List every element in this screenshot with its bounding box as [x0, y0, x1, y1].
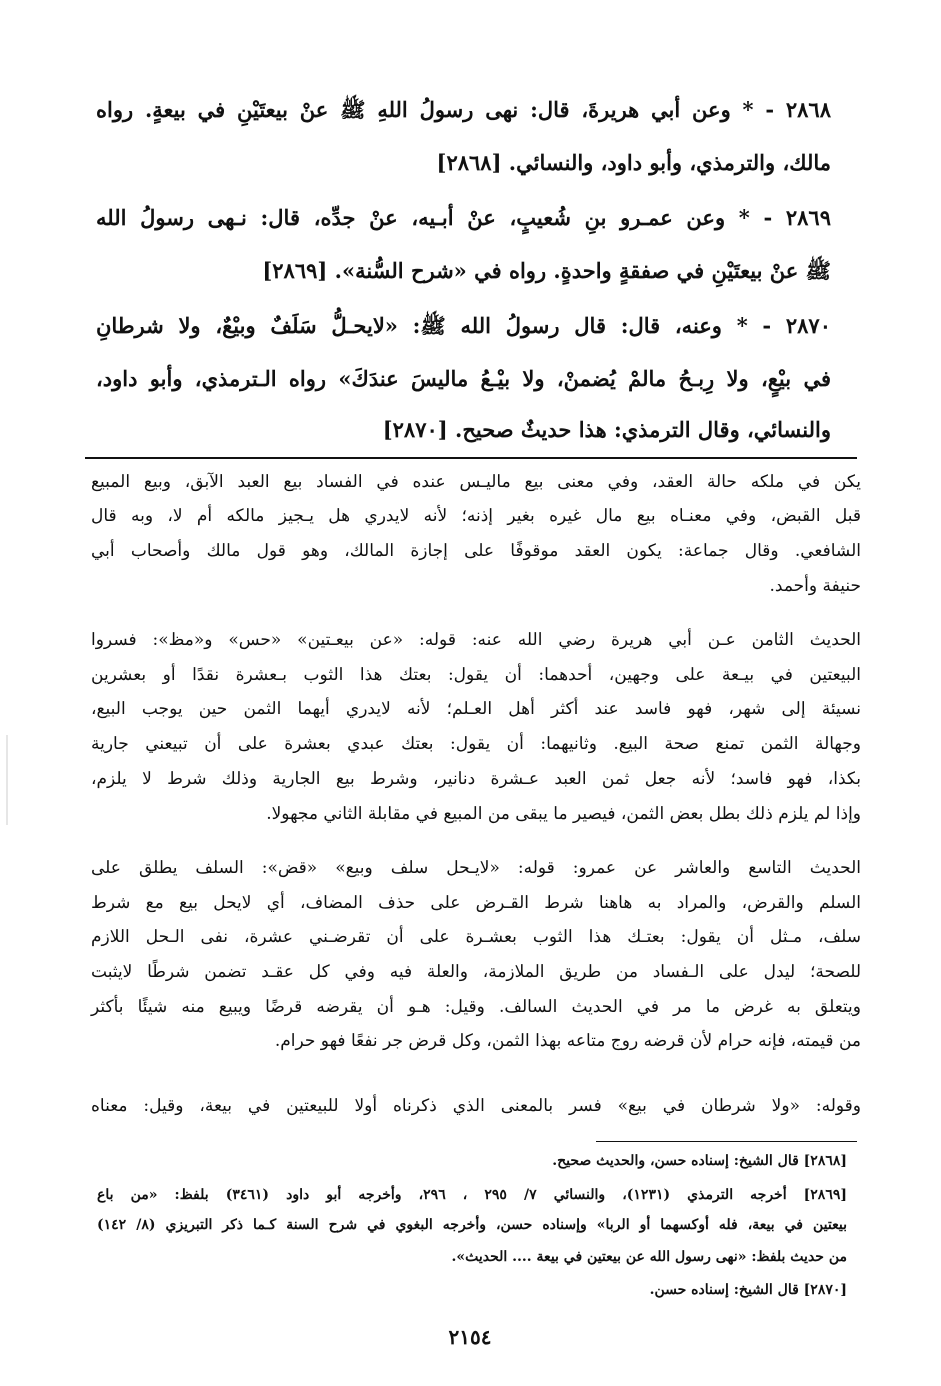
- commentary-line: الشافعي. وقال جماعة: يكون العقد موقوفًا على إجازة المالك، وهو قول مالك وأصحاب أبي: [91, 541, 861, 561]
- footnote-2869-line-1: [٢٨٦٩] أخرجه الترمذي (١٢٣١)، والنسائي ٧/ ٢٩٥ ، ٢٩٦، وأخرجه أبو داود (٣٤٦١) بلفظ: «من باع: [97, 1187, 847, 1203]
- commentary-line: الحديث التاسع والعاشر عن عمرو: قوله: «لايـحل سلف وبيع» «قض»: السلف يطلق على: [91, 858, 861, 878]
- footnote-2868: [٢٨٦٨] قال الشيخ: إسناده حسن، والحديث صحيح.: [552, 1153, 847, 1169]
- commentary-line: حنيفة وأحمد.: [769, 576, 861, 596]
- commentary-line: الحديث الثامن عـن أبي هريرة رضي الله عنه: قوله: «عن بيعـتين» «حس» و«مظ»: فسروا: [91, 630, 861, 650]
- commentary-line: ويتعلق به غرض ما مر في الحديث السالف. وقيل: هـو أن يقرضه قرضًا ويبيع منه شيئًا بأكثر: [91, 997, 861, 1017]
- commentary-line: يكن في ملكه حالة العقد، وفي معنى بيع ماليـس عنده في الفساد بيع العبد الآبق، وبيع المبيع: [91, 472, 861, 492]
- footnote-2870: [٢٨٧٠] قال الشيخ: إسناده حسن.: [649, 1282, 847, 1298]
- footnote-2869-line-2: بيعتين في بيعة، فله أوكسهما أو الربا» وإسناده حسن، وأخرجه البغوي في شرح السنة كـما ذكر التبريزي (٨/ ١٤٢): [97, 1217, 847, 1233]
- hadith-2870-line-1: ٢٨٧٠ - * وعنه، قال: قال رسولُ الله ﷺ: «لايحـلُّ سَلَفٌ وبيْعٌ، ولا شرطانِ: [96, 313, 831, 338]
- footnote-divider: [596, 1141, 857, 1142]
- commentary-line: نسيئة إلى شهر، فهو فاسد عند أكثر أهل العـلم؛ لأنه لايدري أيهما الثمن حين يوجب البيع،: [91, 699, 861, 719]
- commentary-line: وجهالة الثمن تمنع صحة البيع. وثانيهما: أن يقول: بعتك عبدي بعشرة على أن تبيعني جارية: [91, 734, 861, 754]
- scan-margin-shadow: [6, 735, 8, 825]
- commentary-line: للصحة؛ ليدل على الـفساد من طريق الملازمة، والعلة فيه وفي كل عقـد تضمن شرطًا لايثبت: [91, 962, 861, 982]
- commentary-line: سلف، مـثل أن يقول: بعتـك هذا الثوب بعشـرة على أن تقرضـني عشرة، نفى الـحل اللازم: [91, 927, 861, 947]
- hadith-2870-line-2: في بيْعٍ، ولا رِبـحُ مالمْ يُضمنْ، ولا بيْـعُ ماليسَ عندَكَ» رواه الـترمذي، وأبو داود،: [96, 366, 831, 391]
- hadith-2869-line-2: ﷺ عنْ بيعتَيْنِ في صفقةٍ واحدةٍ. رواه في «شرح السُّنة». [٢٨٦٩]: [262, 258, 831, 283]
- commentary-line: البيعتين في بيـعة على وجهين، أحدهما: أن يقول: بعتك هذا الثوب بـعشرة نقدًا أو بعشرين: [91, 665, 861, 685]
- commentary-line: بكذا، فهو فاسد؛ لأنه جعل ثمن العبد عـشرة دنانير، وشرط بيع الجارية وذلك شرط لا يلزم،: [91, 769, 861, 789]
- hadith-2870-line-3: والنسائي، وقال الترمذي: هذا حديثٌ صحيح. [٢٨٧٠]: [382, 417, 831, 442]
- hadith-2868-line-2: مالك، والترمذي، وأبو داود، والنسائي. [٢٨٦٨]: [436, 150, 831, 175]
- commentary-line: من قيمته، فإنه حرام لأن قرضه روج متاعه بهذا الثمن، وكل قرض جر نفعًا فهو حرام.: [274, 1031, 861, 1051]
- page-number: ٢١٥٤: [448, 1325, 492, 1349]
- hadith-2869-line-1: ٢٨٦٩ - * وعن عمـرو بنِ شُعيبٍ، عنْ أبـيه، عنْ جدِّه، قال: نـهى رسولُ الله: [96, 205, 831, 230]
- commentary-line: وإذا لم يلزم ذلك بطل بعض الثمن، فيصير ما يبقى من المبيع في مقابلة الثاني مجهولا.: [266, 804, 861, 824]
- hadith-2868-line-1: ٢٨٦٨ - * وعن أبي هريرةَ، قال: نهى رسولُ اللهِ ﷺ عنْ بيعتَيْنِ في بيعةٍ. رواه: [96, 97, 831, 122]
- footnote-2869-line-3: من حديث بلفظ: «نهى رسول الله عن بيعتين في بيعة .... الحديث».: [451, 1249, 847, 1265]
- commentary-line: قبل القبض، وفي معنـاه بيع مال غيره بغير إذنه؛ لأنه لايدري هل يـجيز مالكه أم لا، وبه قال: [91, 506, 861, 526]
- commentary-line: وقوله: «ولا شرطان في بيع» فسر بالمعنى الذي ذكرناه أولا للبيعتين في بيعة، وقيل: معناه: [91, 1096, 861, 1116]
- section-divider: [85, 457, 857, 459]
- commentary-line: السلم والقرض، والمراد به هاهنا شرط القـرض على حذف المضاف، أي لايحل بيع مع شرط: [91, 893, 861, 913]
